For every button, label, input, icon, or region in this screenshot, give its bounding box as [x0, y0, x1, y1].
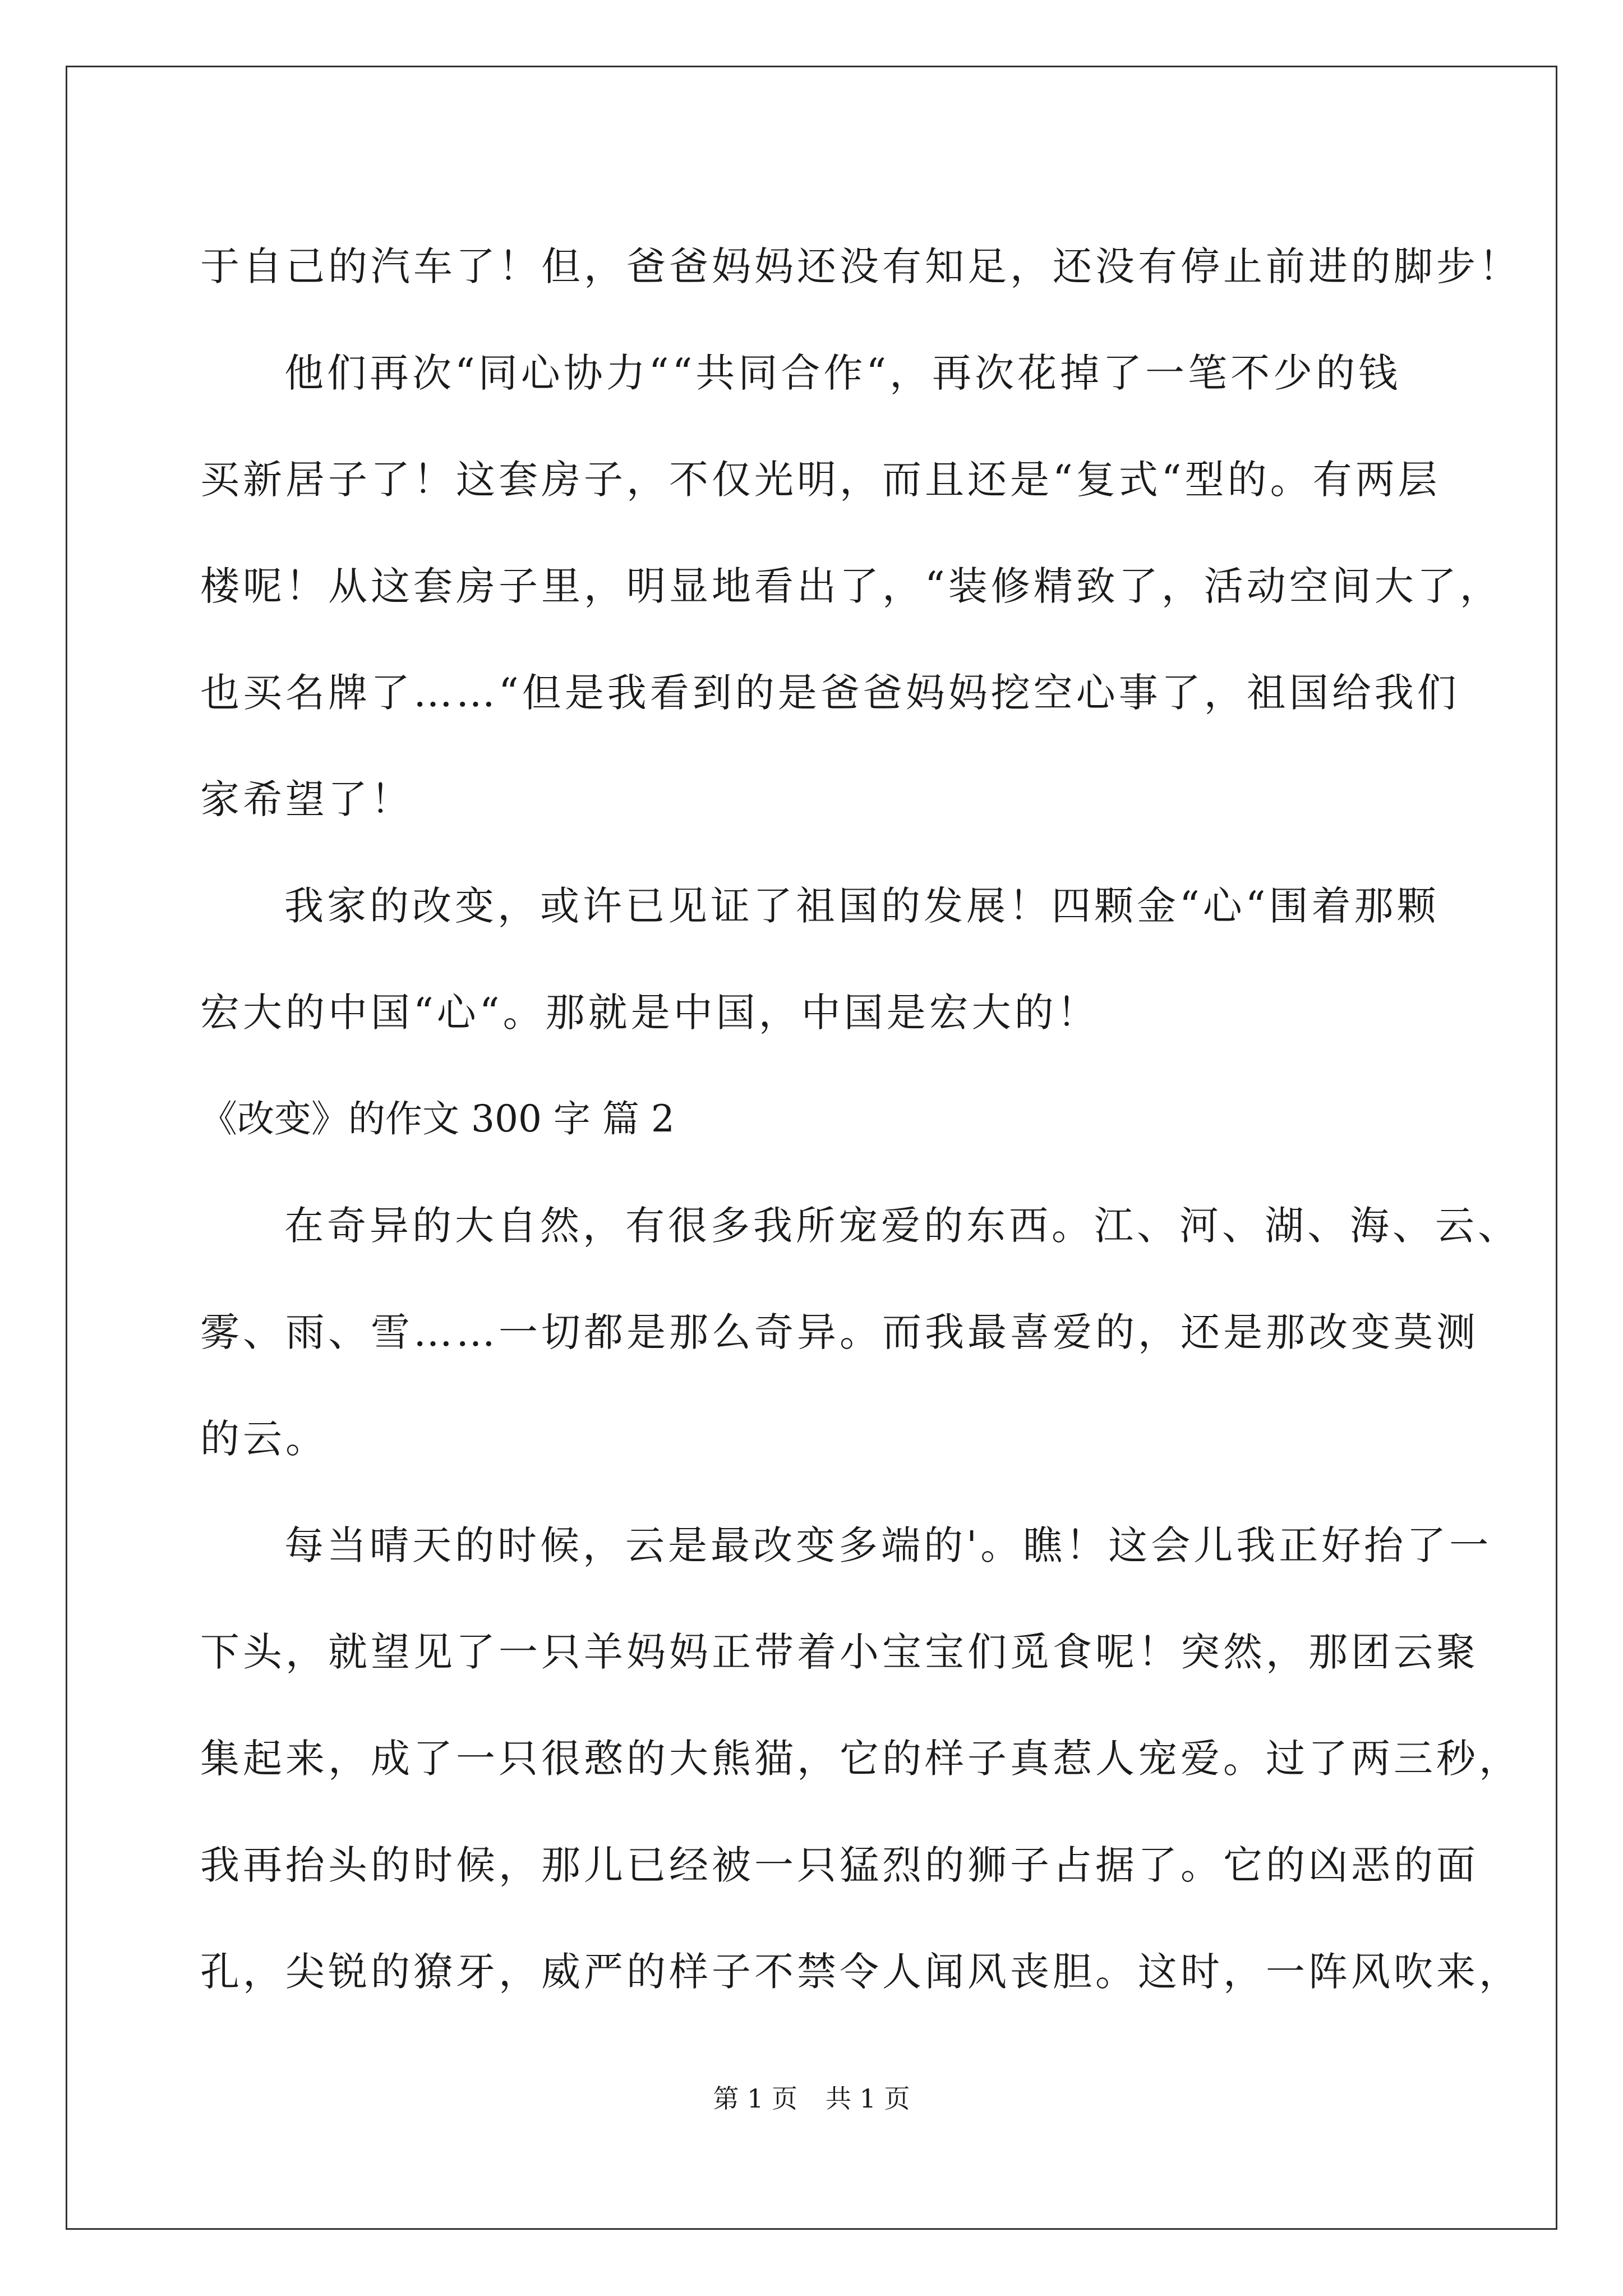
text-line: 也买名牌了……“但是我看到的是爸爸妈妈挖空心事了，祖国给我们 [200, 670, 1460, 716]
page-number: 第 1 页 [713, 2083, 797, 2114]
text-line: 的云。 [200, 1416, 328, 1462]
page-total: 共 1 页 [826, 2083, 910, 2114]
text-line: 孔，尖锐的獠牙，威严的样子不禁令人闻风丧胆。这时，一阵风吹来， [200, 1949, 1521, 1995]
text-line: 我再抬头的时候，那儿已经被一只猛烈的狮子占据了。它的凶恶的面 [200, 1842, 1479, 1888]
text-line: 买新居子了！这套房子，不仅光明，而且还是“复式“型的。有两层 [200, 457, 1441, 503]
text-line: 楼呢！从这套房子里，明显地看出了，“装修精致了，活动空间大了， [200, 563, 1502, 609]
text-line: 雾、雨、雪……一切都是那么奇异。而我最喜爱的，还是那改变莫测 [200, 1309, 1479, 1355]
text-line: 他们再次“同心协力““共同合作“，再次花掉了一笔不少的钱 [284, 350, 1401, 396]
text-line: 集起来，成了一只很憨的大熊猫，它的样子真惹人宠爱。过了两三秒， [200, 1736, 1521, 1782]
text-line: 下头，就望见了一只羊妈妈正带着小宝宝们觅食呢！突然，那团云聚 [200, 1629, 1479, 1675]
section-heading: 《改变》的作文 300 字 篇 2 [200, 1097, 675, 1140]
page-footer [0, 2078, 1623, 2115]
text-line: 我家的改变，或许已见证了祖国的发展！四颗金“心“围着那颗 [284, 883, 1440, 929]
text-line: 家希望了！ [200, 776, 413, 822]
text-line: 在奇异的大自然，有很多我所宠爱的东西。江、河、湖、海、云、 [284, 1203, 1520, 1249]
text-line: 于自己的汽车了！但，爸爸妈妈还没有知足，还没有停止前进的脚步！ [200, 243, 1521, 289]
text-line: 每当晴天的时候，云是最改变多端的'。瞧！这会儿我正好抬了一 [284, 1522, 1492, 1568]
text-line: 宏大的中国“心“。那就是中国，中国是宏大的！ [200, 990, 1100, 1036]
document-body [200, 213, 1521, 2025]
